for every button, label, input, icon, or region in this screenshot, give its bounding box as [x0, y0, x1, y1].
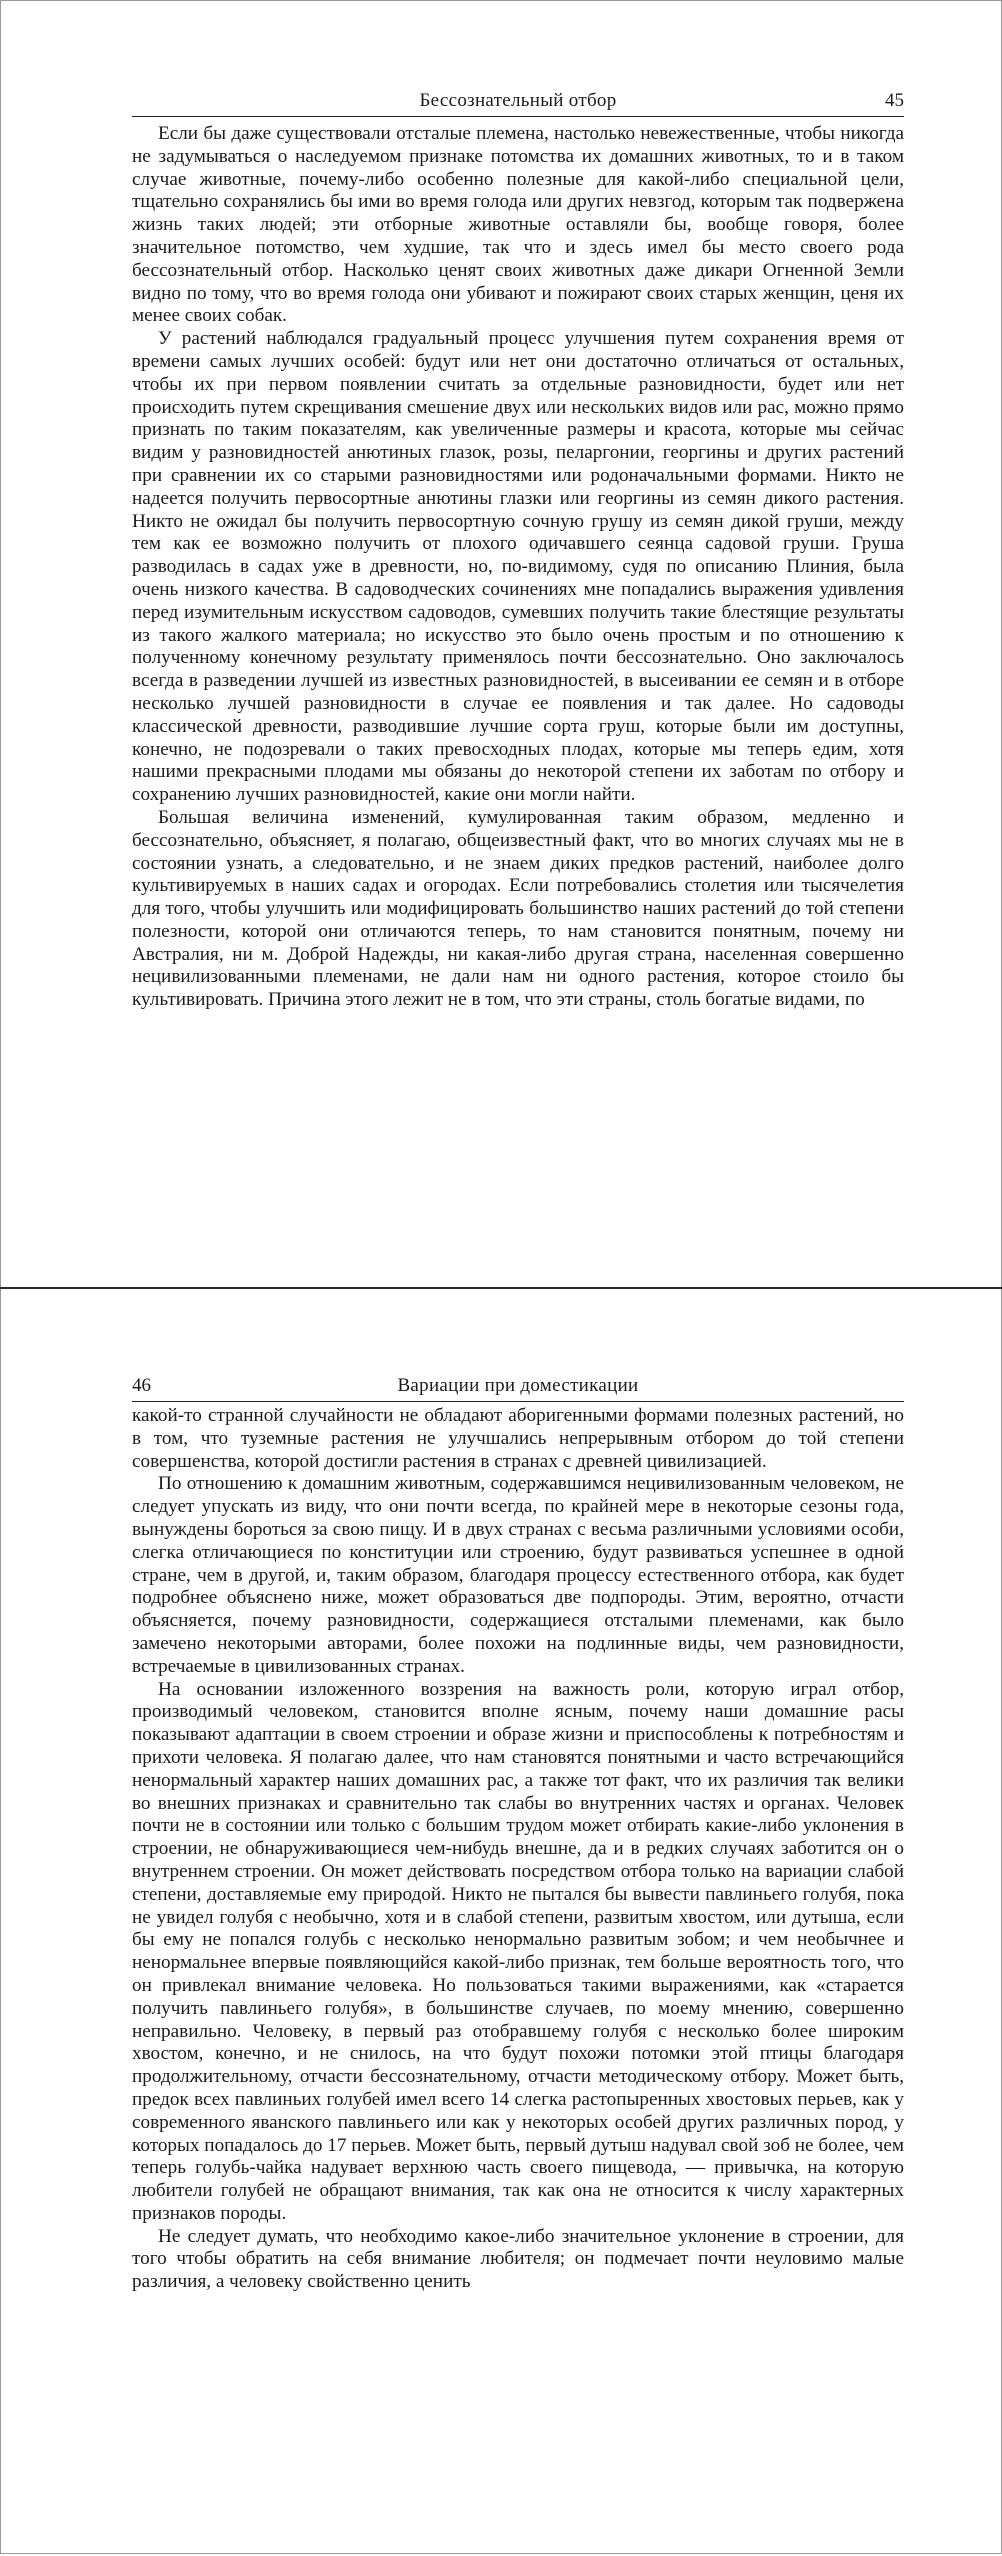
book-page-46 — [0, 1287, 1002, 2556]
paragraph-continuation: какой-то странной случайности не обладают аборигенными формами полезных растений, но в том, что туземные растения не улучшались непрерывным отбором до той степени совершенства, которой достигли растения в странах с древней цивилизацией. — [132, 1405, 904, 1472]
paragraph: На основании изложенного воззрения на важность роли, которую играл отбор, производимый человеком, становится вполне ясным, почему наши домашние расы показывают адаптации в своем строении и образе жизни и приспособлены к потребностям и прихоти человека. Я полагаю далее, что нам становятся понятными и часто встречающийся ненормальный характер наших домашних рас, а также тот факт, что их различия так велики во внешних признаках и сравнительно так слабы во внутренних частях и органах. Человек почти не в состоянии или только с большим трудом может отбирать какие-либо уклонения в строении, не обнаруживающиеся чем-нибудь внешне, да и в редких случаях заботится он о внутреннем строении. Он может действовать посредством отбора только на вариации слабой степени, доставляемые ему природой. Никто не пытался бы вывести павлиньего голубя, пока не увидел голубя с необычно, хотя и в слабой степени, развитым хвостом, или дутыша, если бы ему не попался голубь с несколько ненормально развитым зобом; и чем необычнее и ненормальнее впервые появляющийся какой-либо признак, тем больше вероятность того, что он привлекал внимание человека. Но пользоваться такими выражениями, как «старается получить павлиньего голубя», в большинстве случаев, по моему мнению, совершенно неправильно. Человеку, в первый раз отобравшему голубя с несколько более широким хвостом, конечно, и не снилось, на что будут похожи потомки этой птицы благодаря продолжительному, отчасти бессознательному, отчасти методическому отбору. Может быть, предок всех павлиньих голубей имел всего 14 слегка растопыренных хвостовых перьев, как у современного яванского павлиньего или как у некоторых особей других различных пород, у которых попадалось до 17 перьев. Может быть, первый дутыш надувал свой зоб не более, чем теперь голубь-чайка надувает верхнюю часть своего пищевода, — привычка, на которую любители голубей не обращают внимания, так как она не относится к числу характерных признаков породы. — [132, 1678, 904, 2224]
paragraph: У растений наблюдался градуальный процесс улучшения путем сохранения время от времени самых лучших особей: будут или нет они достаточно отличаться от остальных, чтобы их при первом появлении считать за отдельные разновидности, будет или нет происходить путем скрещивания смешение двух или нескольких видов или рас, можно прямо признать по таким показателям, как увеличенные размеры и красота, которые мы сейчас видим у разновидностей анютиных глазок, розы, пеларгонии, георгины и других растений при сравнении их со старыми разновидностями или родоначальными формами. Никто не надеется получить первосортные анютины глазки или георгины из семян дикого растения. Никто не ожидал бы получить первосортную сочную грушу из семян дикой груши, между тем как ее возможно получить от плохого одичавшего сеянца садовой груши. Груша разводилась в садах уже в древности, но, по-видимому, судя по описанию Плиния, была очень низкого качества. В садоводческих сочинениях мне попадались выражения удивления перед изумительным искусством садоводов, сумевших получить такие блестящие результаты из такого жалкого материала; но искусство это было очень простым и по отношению к полученному конечному результату применялось почти бессознательно. Оно заключалось всегда в разведении лучшей из известных разновидностей, в высеивании ее семян и в отборе несколько лучшей разновидности в случае ее появления и так далее. Но садоводы классической древности, разводившие лучшие сорта груш, которые были им доступны, конечно, не подозревали о таких превосходных плодах, которые мы теперь едим, хотя нашими прекрасными плодами мы обязаны до некоторой степени их заботам по отбору и сохранению лучших разновидностей, какие они могли найти. — [132, 328, 904, 806]
running-title: Бессознательный отбор — [419, 90, 617, 111]
running-header — [132, 1373, 904, 1402]
page-number: 45 — [885, 90, 904, 111]
paragraph: По отношению к домашним животным, содержавшимся нецивилизованным человеком, не следует упускать из виду, что они почти всегда, по крайней мере в некоторые сезоны года, вынуждены бороться за свою пищу. И в двух странах с весьма различными условиями особи, слегка отличающиеся по конституции или строению, будут развиваться успешнее в одной стране, чем в другой, и, таким образом, благодаря процессу естественного отбора, как будет подробнее объяснено ниже, может образоваться две подпороды. Этим, вероятно, отчасти объясняется, почему разновидности, содержащиеся отсталыми племенами, как было замечено некоторыми авторами, более похожи на подлинные виды, чем разновидности, встречаемые в цивилизованных странах. — [132, 1473, 904, 1677]
page-number: 46 — [132, 1375, 151, 1396]
page-body — [132, 123, 904, 1012]
running-title: Вариации при доместикации — [397, 1375, 639, 1396]
page-body — [132, 1405, 904, 2294]
paragraph: Большая величина изменений, кумулированная таким образом, медленно и бессознательно, объясняет, я полагаю, общеизвестный факт, что во многих случаях мы не в состоянии узнать, а следовательно, и не знаем диких предков растений, наиболее долго культивируемых в наших садах и огородах. Если потребовались столетия или тысячелетия для того, чтобы улучшить или модифицировать большинство наших растений до той степени полезности, которой они отличаются теперь, то нам становится понятным, почему ни Австралия, ни м. Доброй Надежды, ни какая-либо другая страна, населенная совершенно нецивилизованными племенами, не дали нам ни одного растения, которое стоило бы культивировать. Причина этого лежит не в том, что эти страны, столь богатые видами, по — [132, 806, 904, 1011]
running-header — [132, 88, 904, 117]
paragraph: Не следует думать, что необходимо какое-либо значительное уклонение в строении, для того чтобы обратить на себя внимание любителя; он подмечает почти неуловимо малые различия, а человеку свойственно ценить — [132, 2225, 904, 2293]
paragraph: Если бы даже существовали отсталые племена, настолько невежественные, чтобы никогда не задумываться о наследуемом признаке потомства их домашних животных, то и в таком случае животные, почему-либо особенно полезные для какой-либо специальной цели, тщательно сохранялись бы ими во время голода или других невзгод, которым так подвержена жизнь таких людей; эти отборные животные оставляли бы, вообще говоря, более значительное потомство, чем худшие, так что и здесь имел бы место своего рода бессознательный отбор. Насколько ценят своих животных даже дикари Огненной Земли видно по тому, что во время голода они убивают и пожирают своих старых женщин, ценя их менее своих собак. — [132, 123, 904, 327]
